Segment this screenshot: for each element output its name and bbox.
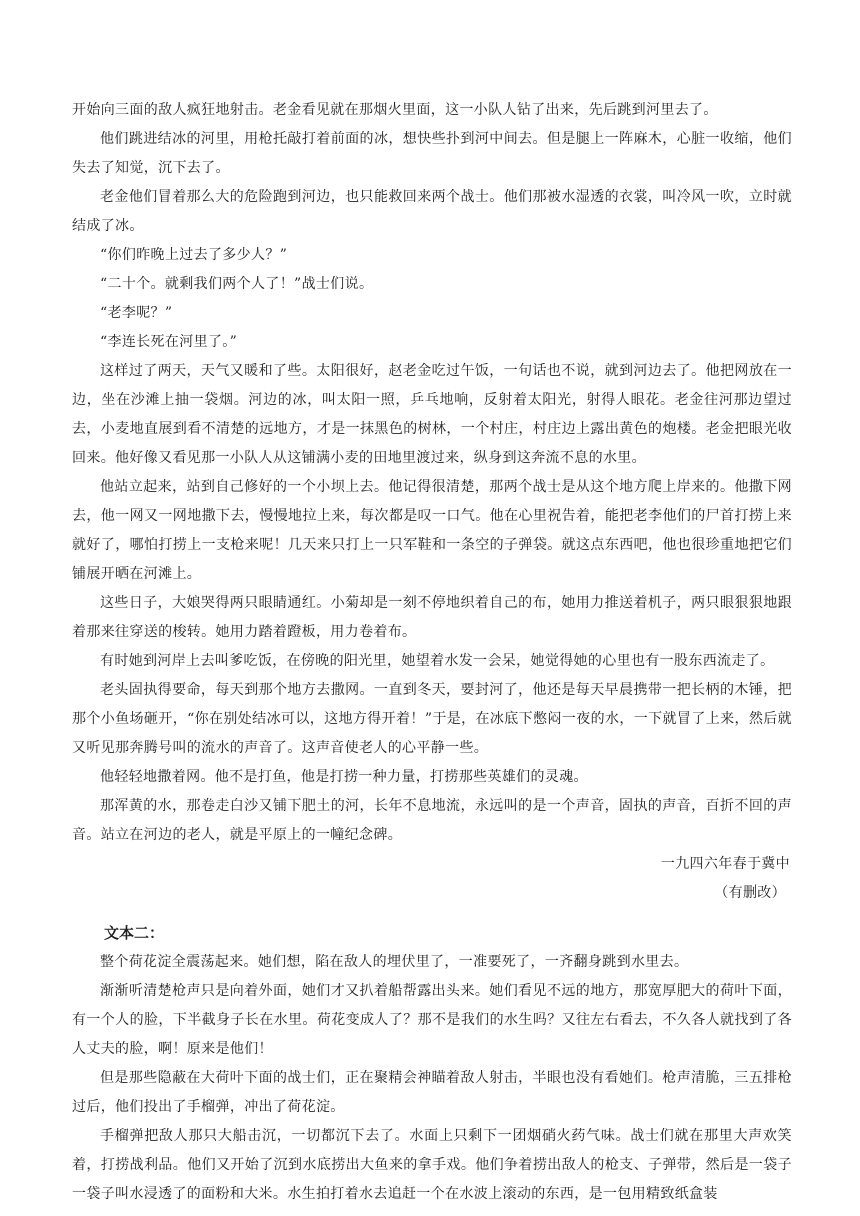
paragraph: 有时她到河岸上去叫爹吃饭，在傍晚的阳光里，她望着水发一会呆，她觉得她的心里也有一股东西流走了。 — [100, 653, 775, 669]
paragraph: 但是那些隐蔽在大荷叶下面的战士们，正在聚精会神瞄着敌人射击，半眼也没有看她们。枪声清脆，三五排枪过后，他们投出了手榴弹，冲出了荷花淀。 — [72, 1070, 792, 1115]
section-heading-text-two: 文本二： — [104, 924, 165, 942]
paragraph: 那浑黄的水，那卷走白沙又铺下肥土的河，长年不息地流，永远叫的是一个声音，固执的声音，百折不回的声音。站立在河边的老人，就是平原上的一幢纪念碑。 — [72, 798, 792, 843]
paragraph: 这样过了两天，天气又暖和了些。太阳很好，赵老金吃过午饭，一句话也不说，就到河边去了。他把网放在一边，坐在沙滩上抽一袋烟。河边的冰，叫太阳一照，乒乓地响，反射着太阳光，射得人眼花。老金往河那边望过去，小麦地直展到看不清楚的远地方，才是一抹黑色的树林，一个村庄，村庄边上露出黄色的炮楼。老金把眼光收回来。他好像又看见那一小队人从这铺满小麦的田地里渡过来，纵身到这奔流不息的水里。 — [72, 363, 792, 466]
paragraph: 他们跳进结冰的河里，用枪托敲打着前面的冰，想快些扑到河中间去。但是腿上一阵麻木，心脏一收缩，他们失去了知觉，沉下去了。 — [72, 131, 792, 176]
paragraph: 手榴弹把敌人那只大船击沉，一切都沉下去了。水面上只剩下一团烟硝火药气味。战士们就在那里大声欢笑着，打捞战利品。他们又开始了沉到水底捞出大鱼来的拿手戏。他们争着捞出敌人的枪支、子弹带，然后是一袋子一袋子叫水浸透了的面粉和大米。水生拍打着水去追赶一个在水波上滚动的东西，是一包用精致纸盒装 — [72, 1128, 792, 1202]
text-one-body — [72, 96, 792, 908]
dialogue-line: “李连长死在河里了。” — [100, 334, 238, 350]
dialogue-line: “你们昨晚上过去了多少人？” — [100, 247, 288, 263]
text-two-body — [72, 948, 792, 1209]
signature-date: 一九四六年春于冀中 — [660, 856, 790, 872]
paragraph: 整个荷花淀全震荡起来。她们想，陷在敌人的埋伏里了，一准要死了，一齐翻身跳到水里去。 — [100, 954, 689, 970]
signature-note: （有删改） — [714, 885, 786, 901]
paragraph: 他轻轻地撒着网。他不是打鱼，他是打捞一种力量，打捞那些英雄们的灵魂。 — [100, 769, 588, 785]
paragraph: 开始向三面的敌人疯狂地射击。老金看见就在那烟火里面，这一小队人钻了出来，先后跳到河里去了。 — [72, 102, 718, 118]
paragraph: 他站立起来，站到自己修好的一个小坝上去。他记得很清楚，那两个战士是从这个地方爬上岸来的。他撒下网去，他一网又一网地撒下去，慢慢地拉上来，每次都是叹一口气。他在心里祝告着，能把老李他们的尸首打捞上来就好了，哪怕打捞上一支枪来呢！几天来只打上一只军鞋和一条空的子弹袋。就这点东西吧，他也很珍重地把它们铺展开晒在河滩上。 — [72, 479, 792, 582]
dialogue-line: “二十个。就剩我们两个人了！”战士们说。 — [100, 276, 374, 292]
paragraph: 这些日子，大娘哭得两只眼睛通红。小菊却是一刻不停地织着自己的布，她用力推送着机子，两只眼狠狠地跟着那来往穿送的梭转。她用力踏着蹬板，用力卷着布。 — [72, 595, 792, 640]
paragraph: 老头固执得要命，每天到那个地方去撒网。一直到冬天，要封河了，他还是每天早晨携带一把长柄的木锤，把那个小鱼场砸开，“你在别处结冰可以，这地方得开着！”于是，在冰底下憋闷一夜的水，一下就冒了上来，然后就又听见那奔腾号叫的流水的声音了。这声音使老人的心平静一些。 — [72, 682, 792, 756]
paragraph: 老金他们冒着那么大的危险跑到河边，也只能救回来两个战士。他们那被水湿透的衣裳，叫冷风一吹，立时就结成了冰。 — [72, 189, 792, 234]
dialogue-line: “老李呢？” — [100, 305, 173, 321]
paragraph: 渐渐听清楚枪声只是向着外面，她们才又扒着船帮露出头来。她们看见不远的地方，那宽厚肥大的荷叶下面，有一个人的脸，下半截身子长在水里。荷花变成人了？那不是我们的水生吗？又往左右看去，不久各人就找到了各人丈夫的脸，啊！原来是他们！ — [72, 983, 792, 1057]
